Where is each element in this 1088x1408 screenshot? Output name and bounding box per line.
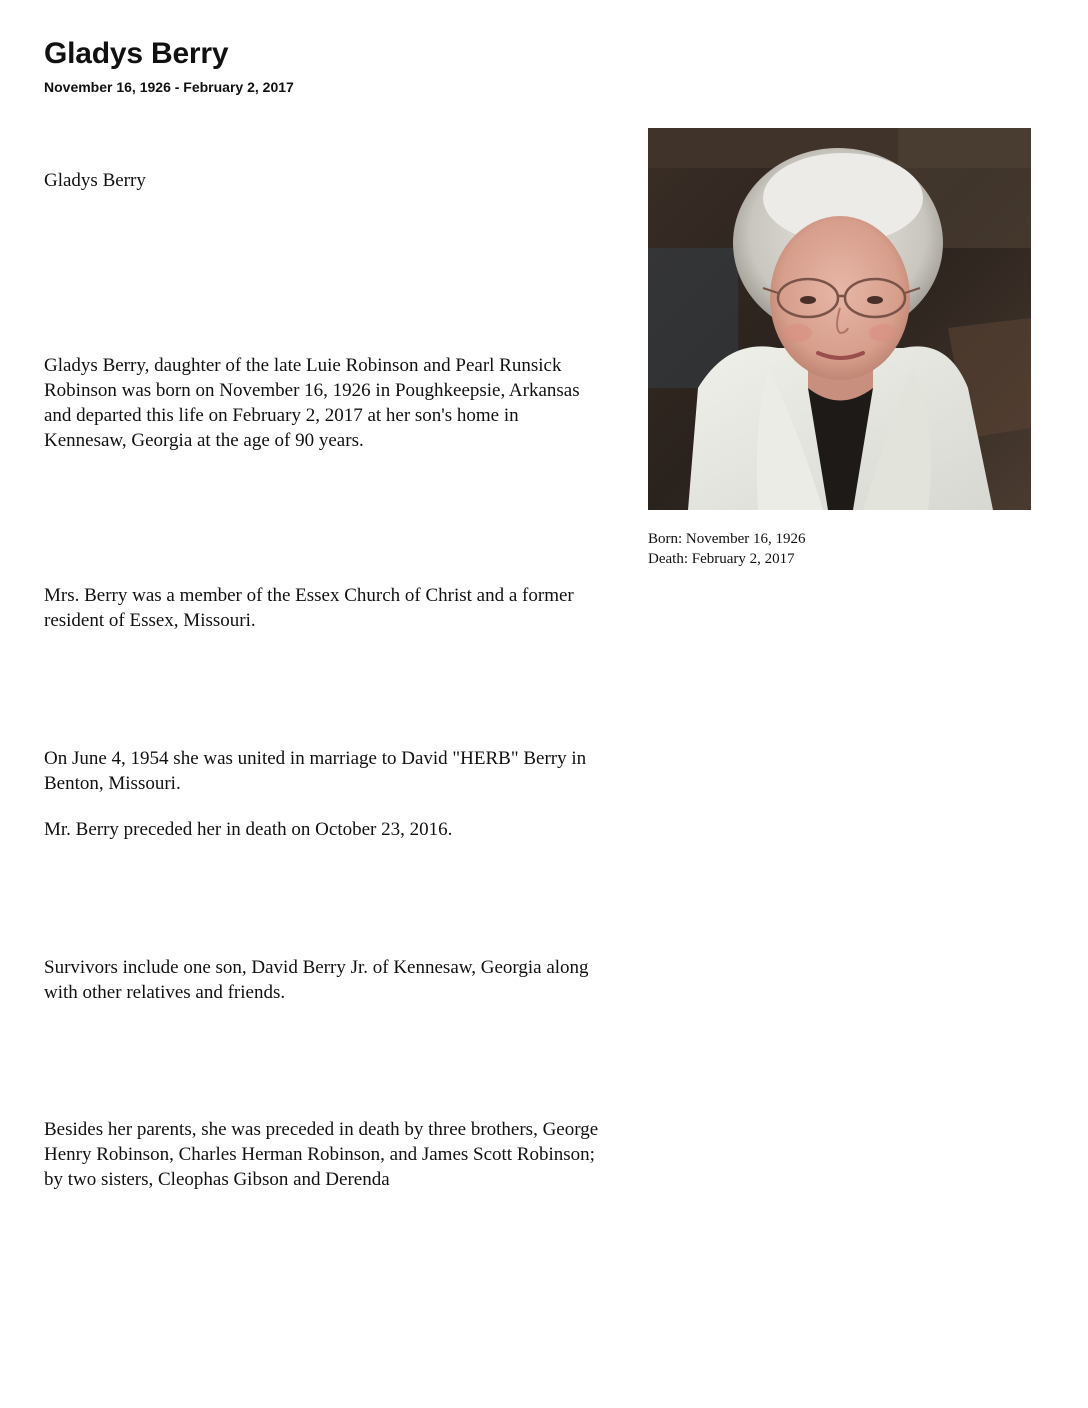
deceased-name: Gladys Berry — [44, 37, 229, 70]
paragraph-marriage: On June 4, 1954 she was united in marriage to David "HERB" Berry in Benton, Missouri. — [44, 748, 587, 794]
portrait-photo — [648, 128, 1031, 510]
paragraph-preceded: Besides her parents, she was preceded in death by three brothers, George Henry Robinson, Charles Herman Robinson, and James Scott Robinson; by two sisters, Cleophas Gibson and Derenda — [44, 1119, 599, 1190]
death-date: Death: February 2, 2017 — [648, 551, 795, 567]
life-dates: November 16, 1926 - February 2, 2017 — [44, 79, 294, 95]
obituary-header — [44, 36, 294, 96]
paragraph-husband-death: Mr. Berry preceded her in death on October 23, 2016. — [44, 819, 453, 840]
paragraph-church: Mrs. Berry was a member of the Essex Church of Christ and a former resident of Essex, Missouri. — [44, 585, 574, 631]
paragraph-birth-death: Gladys Berry, daughter of the late Luie Robinson and Pearl Runsick Robinson was born on November 16, 1926 in Poughkeepsie, Arkansas and departed this life on February 2, 2017 at her son's home in Kennesaw, Georgia at the age of 90 years. — [44, 355, 580, 451]
paragraph-survivors: Survivors include one son, David Berry Jr. of Kennesaw, Georgia along with other relatives and friends. — [44, 957, 589, 1003]
paragraph-name: Gladys Berry — [44, 170, 146, 191]
photo-caption — [648, 529, 805, 569]
born-date: Born: November 16, 1926 — [648, 531, 806, 547]
